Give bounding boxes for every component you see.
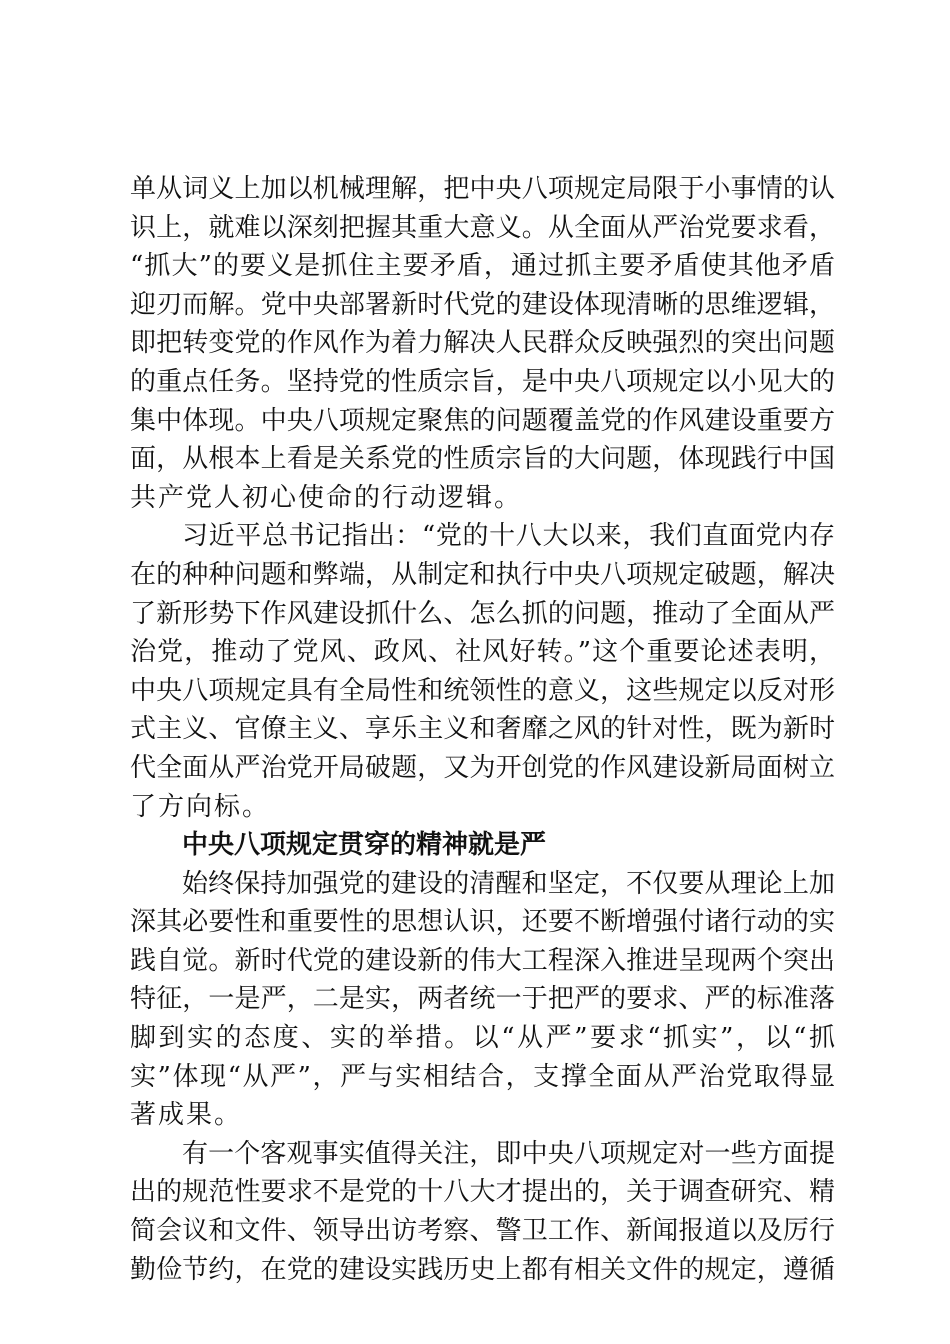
paragraph-1 <box>130 170 835 517</box>
paragraph-line: 迎刃而解。党中央部署新时代党的建设体现清晰的思维逻辑， <box>130 289 835 320</box>
paragraph-line: 了方向标。 <box>130 791 271 822</box>
paragraph-line: “抓大”的要义是抓住主要矛盾，通过抓主要矛盾使其他矛盾 <box>130 251 835 282</box>
paragraph-line: 的重点任务。坚持党的性质宗旨，是中央八项规定以小见大的 <box>130 366 835 397</box>
paragraph-line: 勤俭节约，在党的建设实践历史上都有相关文件的规定，遵循 <box>130 1254 835 1285</box>
paragraph-line: 有一个客观事实值得关注，即中央八项规定对一些方面提 <box>182 1138 835 1169</box>
paragraph-line: 识上，就难以深刻把握其重大意义。从全面从严治党要求看， <box>130 212 835 243</box>
paragraph-line: 简会议和文件、领导出访考察、警卫工作、新闻报道以及厉行 <box>130 1216 835 1247</box>
paragraph-line: 深其必要性和重要性的思想认识，还要不断增强付诸行动的实 <box>130 907 835 938</box>
paragraph-line: 代全面从严治党开局破题，又为开创党的作风建设新局面树立 <box>130 752 835 783</box>
paragraph-line: 集中体现。中央八项规定聚焦的问题覆盖党的作风建设重要方 <box>130 405 835 436</box>
paragraph-line: 出的规范性要求不是党的十八大才提出的，关于调查研究、精 <box>130 1177 835 1208</box>
section-heading: 中央八项规定贯穿的精神就是严 <box>182 830 547 861</box>
paragraph-line: 著成果。 <box>130 1100 243 1131</box>
paragraph-line: 即把转变党的作风作为着力解决人民群众反映强烈的突出问题 <box>130 328 835 359</box>
paragraph-line: 习近平总书记指出：“党的十八大以来，我们直面党内存 <box>182 521 835 552</box>
paragraph-line: 单从词义上加以机械理解，把中央八项规定局限于小事情的认 <box>130 174 835 204</box>
paragraph-line: 面，从根本上看是关系党的性质宗旨的大问题，体现践行中国 <box>130 444 835 475</box>
paragraph-2 <box>130 517 835 826</box>
paragraph-line: 治党，推动了党风、政风、社风好转。”这个重要论述表明， <box>130 637 835 668</box>
paragraph-line: 中央八项规定具有全局性和统领性的意义，这些规定以反对形 <box>130 675 835 706</box>
paragraph-line: 共产党人初心使命的行动逻辑。 <box>130 482 523 513</box>
paragraph-line: 在的种种问题和弊端，从制定和执行中央八项规定破题，解决 <box>130 559 835 590</box>
paragraph-line: 特征，一是严，二是实，两者统一于把严的要求、严的标准落 <box>130 984 835 1015</box>
paragraph-4 <box>130 1135 835 1289</box>
paragraph-line: 了新形势下作风建设抓什么、怎么抓的问题，推动了全面从严 <box>130 598 835 629</box>
paragraph-3 <box>130 865 835 1135</box>
paragraph-line: 实”体现“从严”，严与实相结合，支撑全面从严治党取得显 <box>130 1061 835 1092</box>
paragraph-line: 式主义、官僚主义、享乐主义和奢靡之风的针对性，既为新时 <box>130 714 835 745</box>
paragraph-line: 始终保持加强党的建设的清醒和坚定，不仅要从理论上加 <box>182 868 835 899</box>
paragraph-line: 践自觉。新时代党的建设新的伟大工程深入推进呈现两个突出 <box>130 945 835 976</box>
document-body <box>130 170 835 1289</box>
paragraph-line: 脚到实的态度、实的举措。以“从严”要求“抓实”，以“抓 <box>130 1023 835 1054</box>
